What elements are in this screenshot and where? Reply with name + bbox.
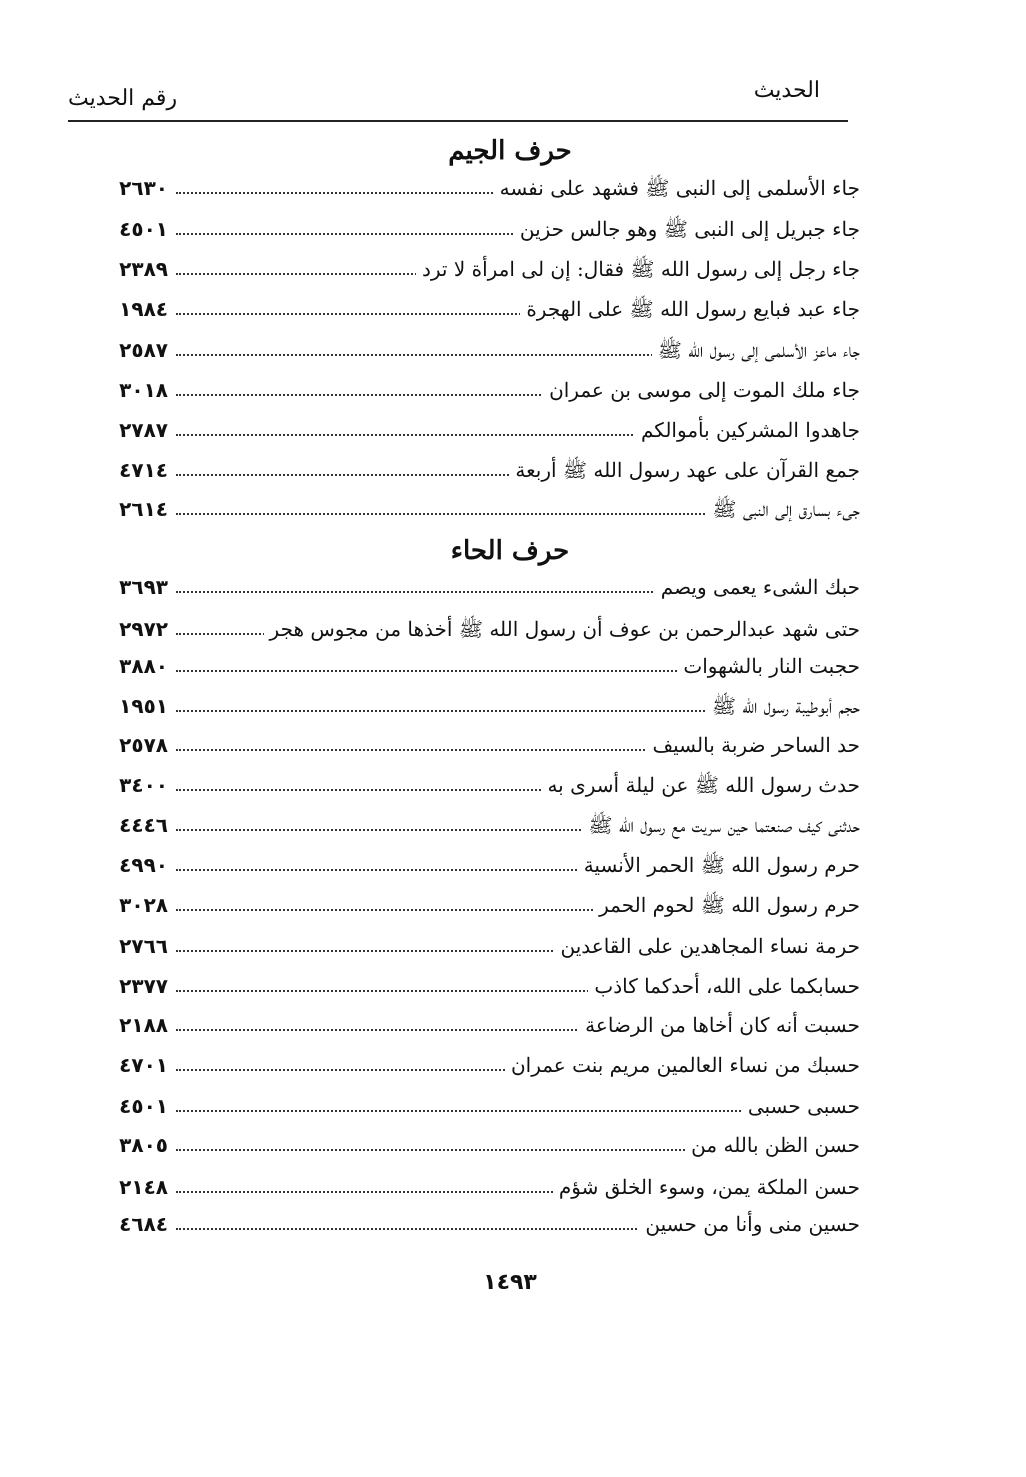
index-entry: [90, 1094, 860, 1124]
index-entry: [90, 1133, 860, 1163]
hadith-number: ٢٦١٤: [119, 497, 168, 521]
hadith-number: ٢٣٨٩: [119, 257, 168, 281]
hadith-text: حسن الملكة يمن، وسوء الخلق شؤم: [553, 1175, 860, 1199]
index-entry: [90, 1013, 860, 1043]
hadith-text: جاء رجل إلى رسول الله ﷺ فقال: إن لى امرأة لا ترد: [416, 257, 860, 286]
index-entry: [90, 1175, 860, 1205]
index-entry: [90, 974, 860, 1004]
hadith-text: جاء ملك الموت إلى موسى بن عمران: [543, 378, 860, 402]
hadith-text: حسابكما على الله، أحدكما كاذب: [588, 974, 860, 998]
hadith-text: حسبت أنه كان أخاها من الرضاعة: [579, 1013, 860, 1037]
hadith-number: ٤٩٩٠: [119, 853, 168, 877]
index-entry: [90, 418, 860, 448]
index-entry: [90, 458, 860, 488]
hadith-text: جمع القرآن على عهد رسول الله ﷺ أربعة: [509, 458, 860, 487]
hadith-number: ٢٧٨٧: [119, 418, 168, 442]
hadith-text: حسبى حسبى: [742, 1094, 860, 1118]
hadith-number: ٣٨٨٠: [119, 654, 168, 678]
hadith-number: ٢٥٨٧: [119, 338, 168, 362]
hadith-number: ٤٥٠١: [119, 217, 168, 241]
hadith-text: حسين منى وأنا من حسين: [639, 1212, 860, 1236]
hadith-text: حسن الظن بالله من: [685, 1133, 860, 1157]
hadith-text: حد الساحر ضربة بالسيف: [646, 733, 860, 757]
index-entry: [90, 217, 860, 247]
hadith-number: ٢٩٧٢: [119, 617, 168, 641]
hadith-number: ٤٧٠١: [119, 1053, 168, 1077]
hadith-number: ٢٣٧٧: [119, 974, 168, 998]
header-title-hadith: الحديث: [753, 78, 820, 103]
index-entry: [90, 338, 860, 368]
hadith-text: حسبك من نساء العالمين مريم بنت عمران: [505, 1053, 860, 1077]
hadith-number: ٢٧٦٦: [119, 934, 168, 958]
running-header: [68, 72, 848, 122]
hadith-number: ٢١٤٨: [119, 1175, 168, 1199]
hadith-text: حتى شهد عبدالرحمن بن عوف أن رسول الله ﷺ أخذها من مجوس هجر: [264, 617, 860, 646]
index-entry: [90, 575, 860, 605]
index-entry: [90, 853, 860, 883]
hadith-number: ٤٤٤٦: [119, 813, 168, 837]
hadith-text: جىء بسارق إلى النبى ﷺ: [706, 497, 860, 526]
hadith-number: ٤٥٠١: [119, 1094, 168, 1118]
hadith-text: حدث رسول الله ﷺ عن ليلة أسرى به: [541, 773, 860, 802]
hadith-text: حدثنى كيف صنعتما حين سريت مع رسول الله ﷺ: [582, 813, 860, 842]
hadith-number: ١٩٥١: [119, 694, 168, 718]
index-entry: [90, 773, 860, 803]
index-entry: [90, 617, 860, 647]
hadith-number: ٣٨٠٥: [119, 1133, 168, 1157]
index-entry: [90, 893, 860, 923]
index-entry: [90, 378, 860, 408]
hadith-number: ٣٦٩٣: [119, 575, 168, 599]
section-heading-jim: حرف الجيم: [448, 136, 572, 166]
index-entry: [90, 934, 860, 964]
index-entry: [90, 297, 860, 327]
header-title-hadith-number: رقم الحديث: [68, 86, 178, 111]
index-entry: [90, 176, 860, 206]
header-rule: [68, 120, 848, 122]
hadith-number: ٤٧١٤: [119, 458, 168, 482]
hadith-text: جاء الأسلمى إلى النبى ﷺ فشهد على نفسه: [494, 176, 860, 205]
hadith-number: ١٩٨٤: [119, 297, 168, 321]
hadith-text: جاء جبريل إلى النبى ﷺ وهو جالس حزين: [514, 217, 860, 246]
index-entry: [90, 1053, 860, 1083]
hadith-number: ٣٤٠٠: [119, 773, 168, 797]
hadith-number: ٣٠١٨: [119, 378, 168, 402]
page-number: ١٤٩٣: [483, 1270, 537, 1295]
index-entry: [90, 694, 860, 724]
hadith-number: ٤٦٨٤: [119, 1212, 168, 1236]
hadith-number: ٢٦٣٠: [119, 176, 168, 200]
section-heading-ha: حرف الحاء: [450, 536, 570, 566]
index-entry: [90, 1212, 860, 1242]
index-entry: [90, 654, 860, 684]
index-entry: [90, 733, 860, 763]
index-entry: [90, 497, 860, 527]
hadith-text: حبك الشىء يعمى ويصم: [655, 575, 860, 599]
hadith-number: ٢١٨٨: [119, 1013, 168, 1037]
hadith-text: حجبت النار بالشهوات: [677, 654, 860, 678]
hadith-text: حرم رسول الله ﷺ الحمر الأنسية: [578, 853, 860, 882]
hadith-text: حجم أبوطيبة رسول الله ﷺ: [706, 694, 860, 723]
hadith-text: جاء عبد فبايع رسول الله ﷺ على الهجرة: [520, 297, 860, 326]
index-entry: [90, 813, 860, 843]
hadith-number: ٢٥٧٨: [119, 733, 168, 757]
hadith-text: حرمة نساء المجاهدين على القاعدين: [554, 934, 860, 958]
hadith-text: جاهدوا المشركين بأموالكم: [635, 418, 860, 442]
hadith-text: جاء ماعز الأسلمى إلى رسول الله ﷺ: [652, 338, 860, 367]
hadith-number: ٣٠٢٨: [119, 893, 168, 917]
hadith-text: حرم رسول الله ﷺ لحوم الحمر: [593, 893, 860, 922]
index-entry: [90, 257, 860, 287]
